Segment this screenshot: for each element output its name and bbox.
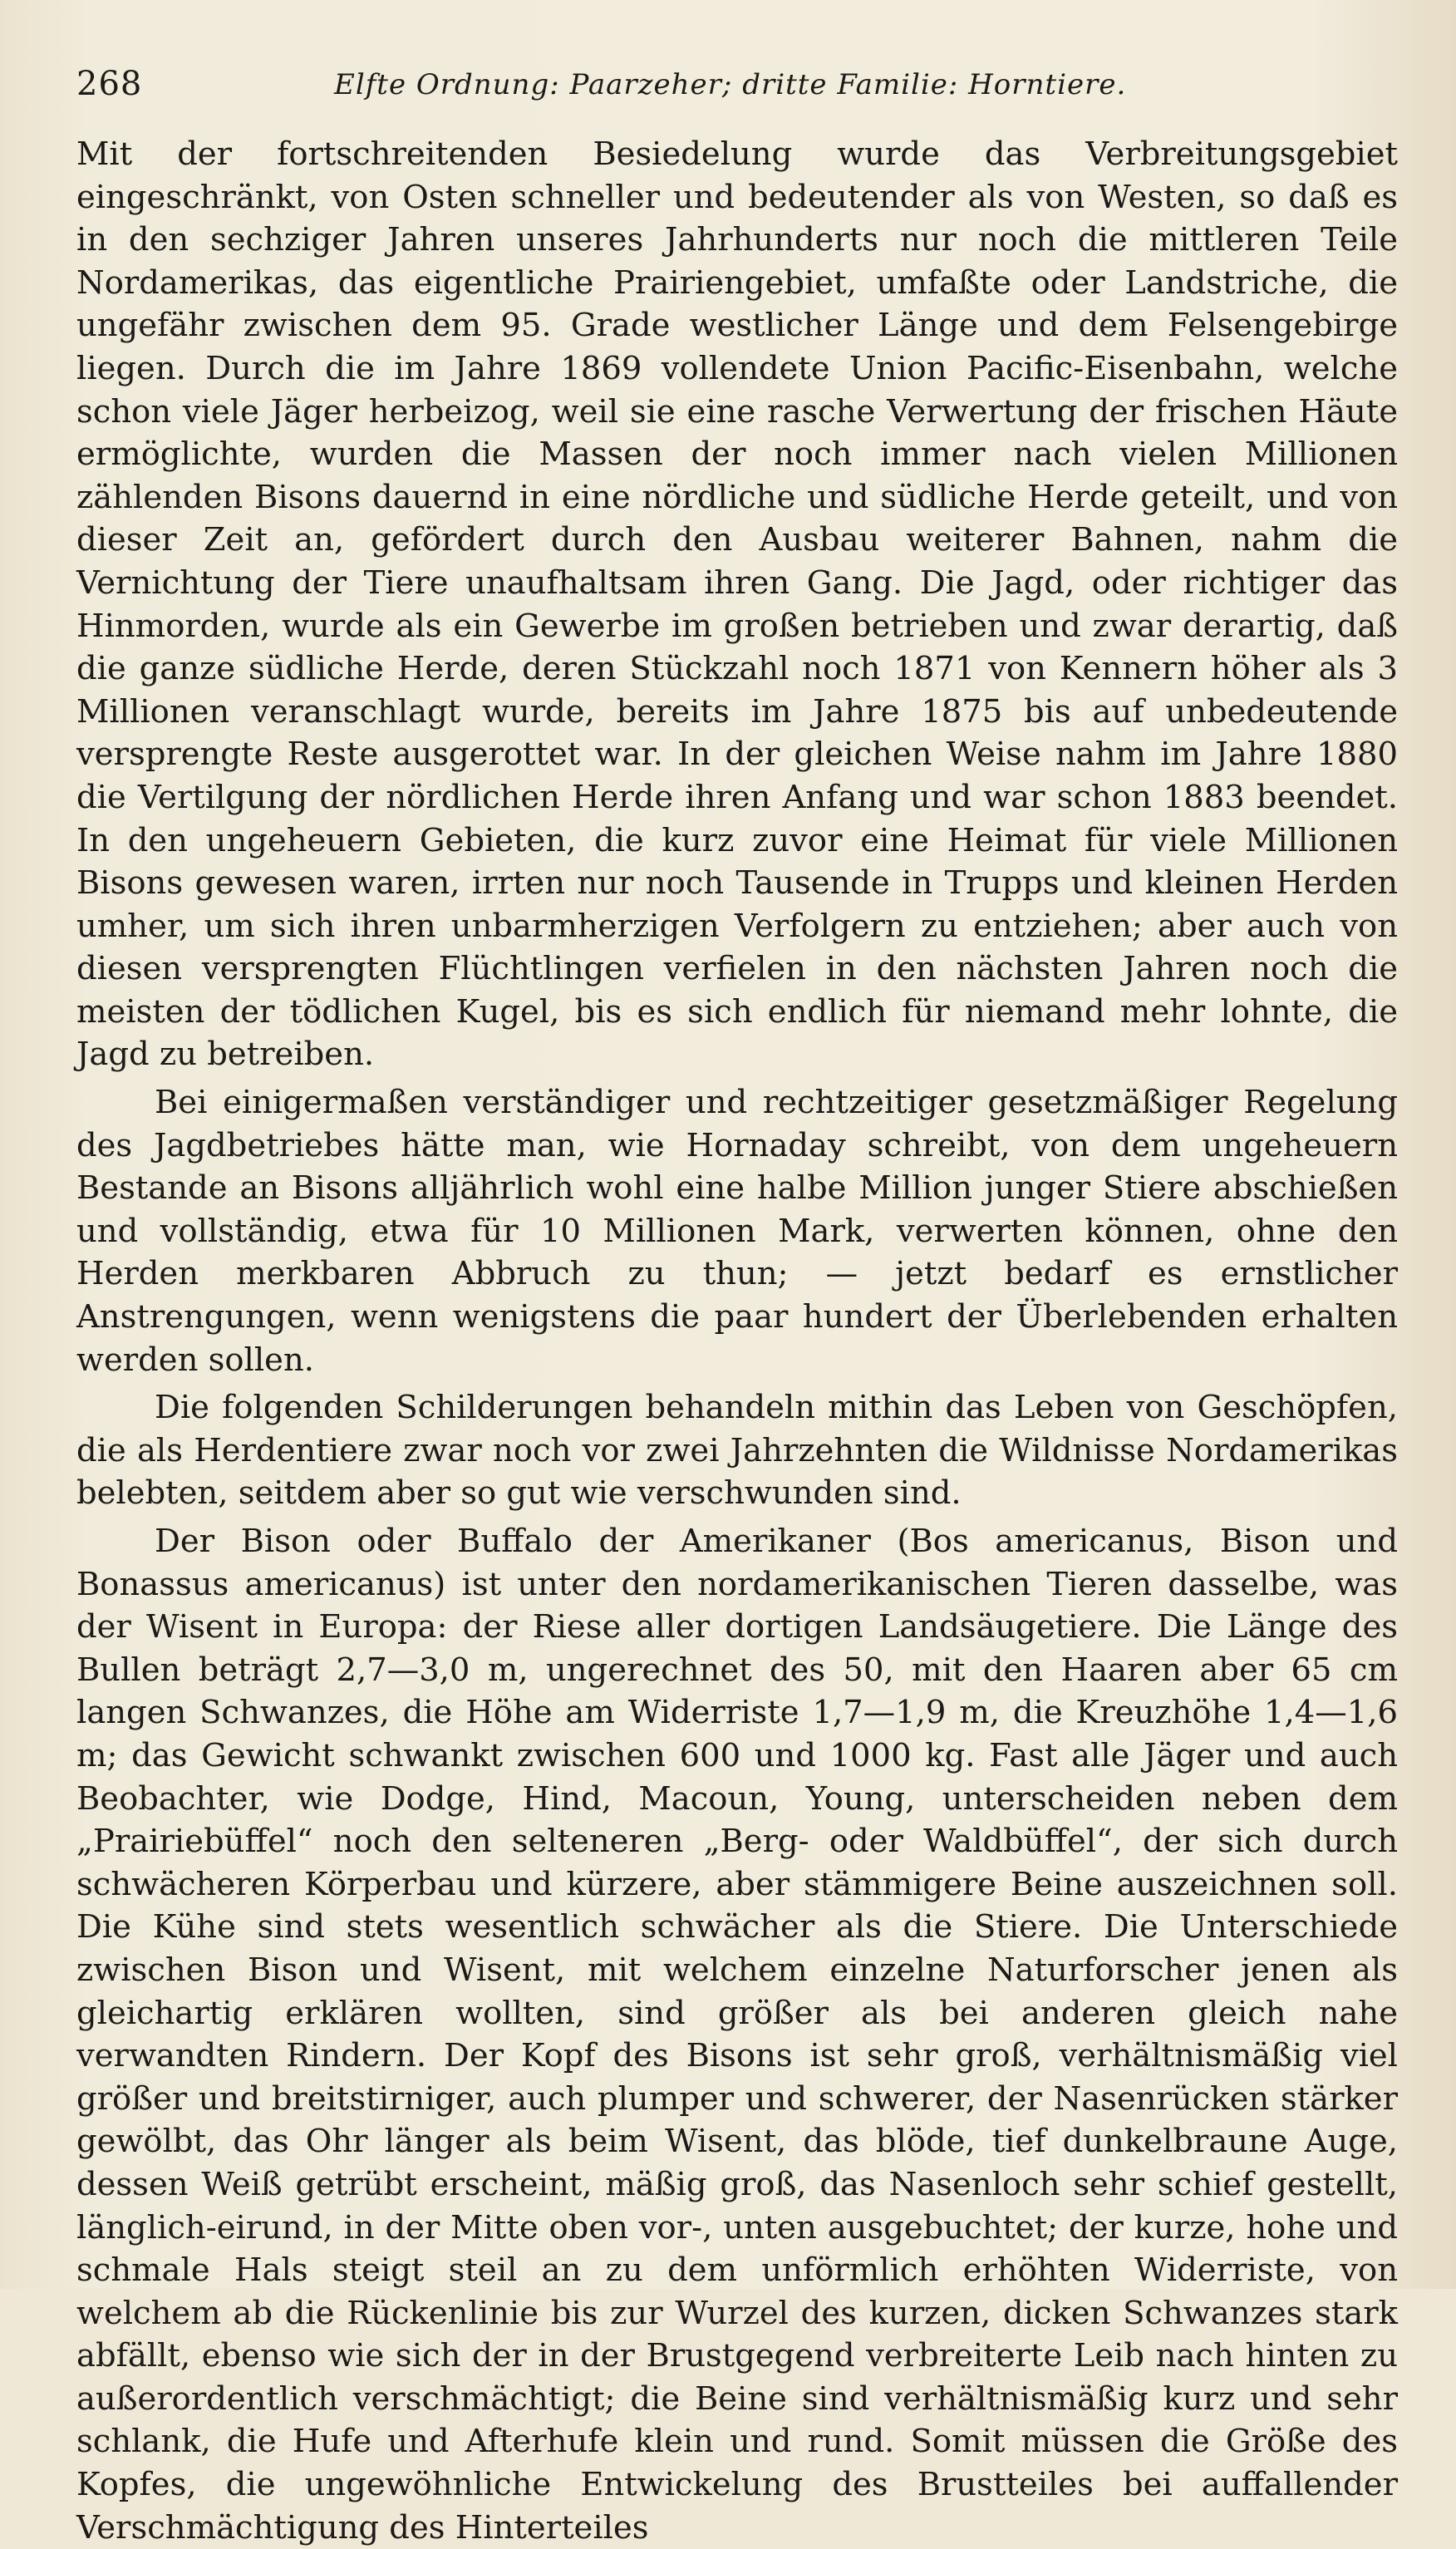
paragraph: Der Bison oder Buffalo der Amerikaner (Bos americanus, Bison und Bonassus americanus) ist unter den nordamerikanischen Tieren dasselbe, was der Wisent in Europa: der Riese aller dortigen Landsäugetiere. Die Länge des Bullen beträgt 2,7—3,0 m, ungerechnet des 50, mit den Haaren aber 65 cm langen Schwanzes, die Höhe am Widerriste 1,7—1,9 m, die Kreuzhöhe 1,4—1,6 m; das Gewicht schwankt zwischen 600 und 1000 kg. Fast alle Jäger und auch Beobachter, wie Dodge, Hind, Macoun, Young, unterscheiden neben dem „Prairiebüffel“ noch den selteneren „Berg- oder Waldbüffel“, der sich durch schwächeren Körperbau und kürzere, aber stämmigere Beine auszeichnen soll. Die Kühe sind stets wesentlich schwächer als die Stiere. Die Unterschiede zwischen Bison und Wisent, mit welchem einzelne Naturforscher jenen als gleichartig erklären wollten, sind größer als bei anderen gleich nahe verwandten Rindern. Der Kopf des Bisons ist sehr groß, verhältnismäßig viel größer und breitstirniger, auch plumper und schwerer, der Nasenrücken stärker gewölbt, das Ohr länger als beim Wisent, das blöde, tief dunkelbraune Auge, dessen Weiß getrübt erscheint, mäßig groß, das Nasenloch sehr schief gestellt, länglich-eirund, in der Mitte oben vor-, unten ausgebuchtet; der kurze, hohe und schmale Hals steigt steil an zu dem unförmlich erhöhten Widerriste, von welchem ab die Rückenlinie bis zur Wurzel des kurzen, dicken Schwanzes stark abfällt, ebenso wie sich der in der Brustgegend verbreiterte Leib nach hinten zu außerordentlich verschmächtigt; die Beine sind verhältnismäßig kurz und sehr schlank, die Hufe und Afterhufe klein und rund. Somit müssen die Größe des Kopfes, die ungewöhnliche Entwickelung des Brustteiles bei auffallender Verschmächtigung des Hinterteiles — [76, 1523, 1398, 2547]
page-number: 268 — [76, 65, 143, 103]
paragraph: Die folgenden Schilderungen behandeln mithin das Leben von Geschöpfen, die als Herdentiere zwar noch vor zwei Jahrzehnten die Wildnisse Nordamerikas belebten, seitdem aber so gut wie verschwunden sind. — [76, 1389, 1398, 1513]
running-head — [76, 65, 1395, 111]
running-head-title: Elfte Ordnung: Paarzeher; dritte Familie: Horntiere. — [334, 68, 1127, 101]
body-text — [76, 133, 1398, 2549]
paragraph: Mit der fortschreitenden Besiedelung wurde das Verbreitungsgebiet eingeschränkt, von Osten schneller und bedeutender als von Westen, so daß es in den sechziger Jahren unseres Jahrhunderts nur noch die mittleren Teile Nordamerikas, das eigentliche Prairiengebiet, umfaßte oder Landstriche, die ungefähr zwischen dem 95. Grade westlicher Länge und dem Felsengebirge liegen. Durch die im Jahre 1869 vollendete Union Pacific-Eisenbahn, welche schon viele Jäger herbeizog, weil sie eine rasche Verwertung der frischen Häute ermöglichte, wurden die Massen der noch immer nach vielen Millionen zählenden Bisons dauernd in eine nördliche und südliche Herde geteilt, und von dieser Zeit an, gefördert durch den Ausbau weiterer Bahnen, nahm die Vernichtung der Tiere unaufhaltsam ihren Gang. Die Jagd, oder richtiger das Hinmorden, wurde als ein Gewerbe im großen betrieben und zwar derartig, daß die ganze südliche Herde, deren Stückzahl noch 1871 von Kennern höher als 3 Millionen veranschlagt wurde, bereits im Jahre 1875 bis auf unbedeutende versprengte Reste ausgerottet war. In der gleichen Weise nahm im Jahre 1880 die Vertilgung der nördlichen Herde ihren Anfang und war schon 1883 beendet. In den ungeheuern Gebieten, die kurz zuvor eine Heimat für viele Millionen Bisons gewesen waren, irrten nur noch Tausende in Trupps und kleinen Herden umher, um sich ihren unbarmherzigen Verfolgern zu entziehen; aber auch von diesen versprengten Flüchtlingen verfielen in den nächsten Jahren noch die meisten der tödlichen Kugel, bis es sich endlich für niemand mehr lohnte, die Jagd zu betreiben. — [76, 135, 1398, 1074]
paragraph: Bei einigermaßen verständiger und rechtzeitiger gesetzmäßiger Regelung des Jagdbetriebes hätte man, wie Hornaday schreibt, von dem ungeheuern Bestande an Bisons alljährlich wohl eine halbe Million junger Stiere abschießen und vollständig, etwa für 10 Millionen Mark, verwerten können, ohne den Herden merkbaren Abbruch zu thun; — jetzt bedarf es ernstlicher Anstrengungen, wenn wenigstens die paar hundert der Überlebenden erhalten werden sollen. — [76, 1084, 1398, 1379]
